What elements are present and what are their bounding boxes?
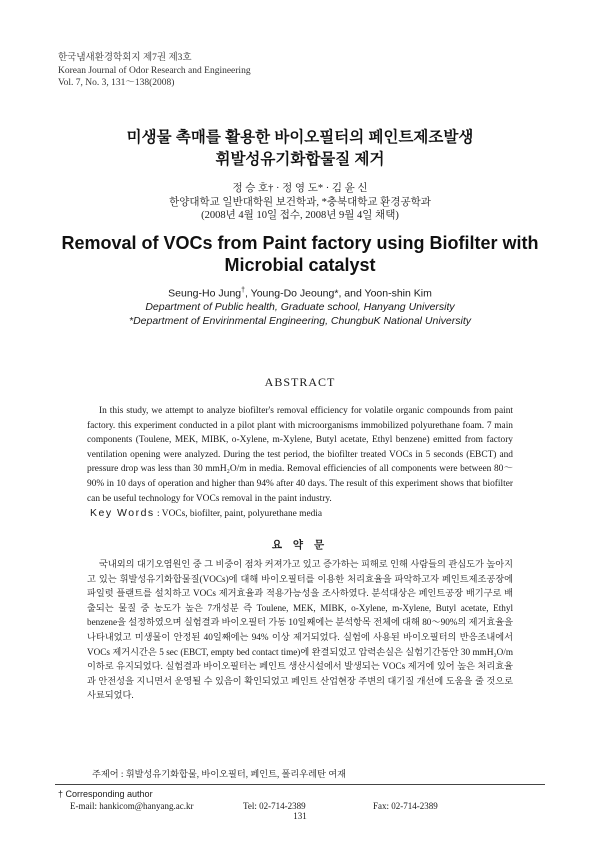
author-tel: Tel: 02-714-2389 [243,801,306,811]
affiliation-english-2: *Department of Envirinmental Engineering, ChungbuK National University [128,314,471,327]
authors-english [40,284,560,328]
author-fax: Fax: 02-714-2389 [373,801,438,811]
first-author: Seung-Ho Jung [168,287,242,300]
other-authors: , Young-Do Jeoung*, and Yoon-shin Kim [245,287,432,300]
authors-korean [40,182,560,223]
korean-summary-heading: 요 약 문 [271,539,329,551]
abstract-body: In this study, we attempt to analyze biofilter's removal efficiency for volatile organic compounds from paint factory. this experiment conducted in a pilot plant with microorganisms immobilized polyurethane foam. 7 main components (Toulene, MEK, MIBK, o-Xylene, m-Xylene, Butyl acetate, Ethyl benzene) emitted from factory ventilation opening were analyzed. During the test period, the biofilter treated VOCs in 5 seconds (EBCT) and pressure drop was less than 30 mmH₂O/m in media. Removal efficiencies of all components were between 80～90% in 10 days of operation and higher than 94% after 40 days. The result of this experiment shows that biofilter can be useful technology for VOCs removal in the paint industry. [87,406,513,504]
korean-summary-body: 국내외의 대기오염원인 중 그 비중이 점차 커져가고 있고 증가하는 피해로 인해 사람들의 관심도가 높아지고 있는 휘발성유기화합물질(VOCs)에 대해 바이오필터를 이용한 처리효율을 파악하고자 페인트제조공장에 파일럿 플랜트를 설치하고 VOCs 제거효율과 적용가능성을 조사하였다. 분석대상은 페인트공장 배기구로 배출되는 물질 중 농도가 높은 7개성분 즉 Toulene, MEK, MIBK, o-Xylene, m-Xylene, Butyl acetate, Ethyl benzene을 설정하였으며 실험결과 바이오필터 가동 10일째에는 분석항목 전체에 대해 80～90%의 제거효율을 나타내었고 미생물이 안정된 40일째에는 94% 이상 제거되었다. 실험에 사용된 바이오필터의 반응조내에서 VOCs 제거시간은 5 sec (EBCT, empty bed contact time)에 완결되었고 압력손실은 실험기간동안 30 mmH₂O/m 이하로 유지되었다. 실험결과 바이오필터는 페인트 생산시설에서 발생되는 VOCs 제거에 있어 높은 처리효율과 안전성을 지니면서 운영될 수 있음이 확인되었고 페인트 산업현장 주변의 대기질 개선에 도움을 줄 것으로 사료되었다. [87,559,513,701]
keywords-text: : VOCs, biofilter, paint, polyurethane media [154,509,323,519]
title-korean-line2: 휘발성유기화합물질 제거 [215,151,385,168]
author-names-korean: 정 승 호† · 정 영 도* · 김 윤 신 [232,183,368,194]
title-korean-line1: 미생물 촉매를 활용한 바이오필터의 페인트제조발생 [126,129,474,146]
author-email: E-mail: hankicom@hanyang.ac.kr [70,801,194,811]
journal-name-ko: 한국냄새환경학회지 제7권 제3호 [58,53,192,63]
dagger-mark: † [241,287,246,294]
footnote-divider [55,784,545,785]
journal-name-en: Korean Journal of Odor Research and Engineering [58,65,251,76]
title-korean [40,127,560,171]
abstract-heading: ABSTRACT [264,375,336,389]
corresponding-author-note: † Corresponding author [58,789,153,799]
korean-keywords: 주제어 : 휘발성유기화합물, 바이오필터, 페인트, 폴리우레탄 여재 [92,769,346,779]
title-english [40,232,560,276]
journal-volume: Vol. 7, No. 3, 131～138(2008) [58,78,175,88]
journal-header [58,52,251,90]
title-english-line2: Microbial catalyst [224,255,376,275]
keywords [90,507,322,519]
author-names-english [40,284,560,301]
affiliation-english-1: Department of Public health, Graduate school, Hanyang University [145,301,455,313]
keywords-label: Key Words [90,507,155,519]
affiliation-korean: 한양대학교 일반대학원 보건학과, *충북대학교 환경공학과 [169,196,431,208]
received-dates: (2008년 4월 10일 접수, 2008년 9월 4일 채택) [201,210,399,221]
page-number: 131 [293,811,307,821]
title-english-line1: Removal of VOCs from Paint factory using Biofilter with [61,233,539,253]
